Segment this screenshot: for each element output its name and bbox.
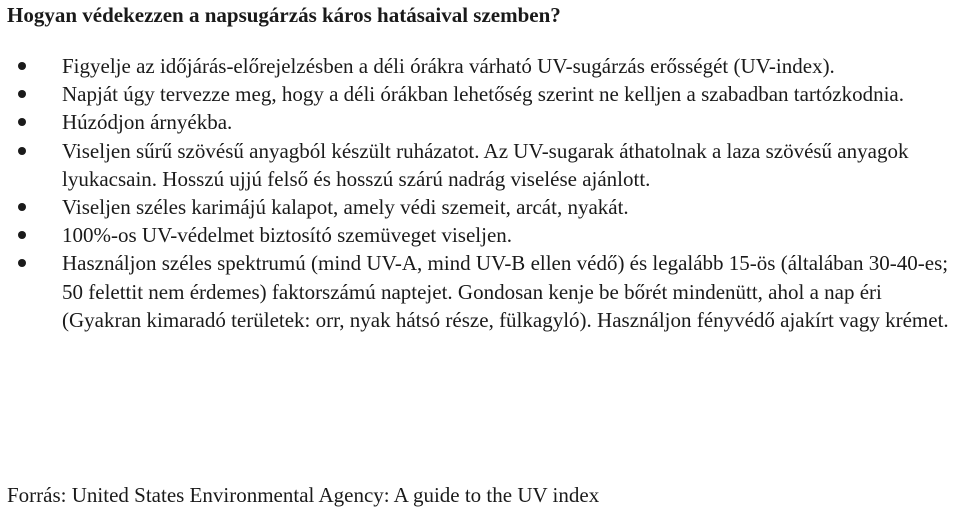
list-item-text: 100%-os UV-védelmet biztosító szemüveget viseljen. (62, 223, 513, 248)
document-heading: Hogyan védekezzen a napsugárzás káros hatásaival szemben? (7, 3, 561, 27)
bullet-icon (18, 118, 26, 126)
uv-protection-tips-list (0, 52, 960, 334)
bullet-icon (18, 62, 26, 70)
list-item (0, 221, 960, 249)
list-item (0, 80, 960, 108)
bullet-icon (18, 90, 26, 98)
list-item-text: Figyelje az időjárás-előrejelzésben a déli órákra várható UV-sugárzás erősségét (UV-index). (62, 54, 835, 78)
bullet-icon (18, 259, 26, 267)
bullet-icon (18, 231, 26, 239)
list-item-text: Viseljen széles karimájú kalapot, amely védi szemeit, arcát, nyakát. (62, 195, 629, 220)
list-item (0, 137, 960, 193)
list-item (0, 249, 960, 334)
list-item-text: Viseljen sűrű szövésű anyagból készült ruházatot. Az UV-sugarak áthatolnak a laza szövésű anyagok lyukacsain. Hosszú ujjú felső és hosszú szárú nadrág viselése ajánlott. (62, 138, 909, 191)
list-item-text: Húzódjon árnyékba. (62, 110, 233, 135)
list-item (0, 52, 960, 80)
list-item (0, 108, 960, 136)
bullet-icon (18, 203, 26, 211)
list-item (0, 193, 960, 221)
source-citation: Forrás: United States Environmental Agency: A guide to the UV index (7, 483, 600, 507)
list-item-text: Napját úgy tervezze meg, hogy a déli órákban lehetőség szerint ne kelljen a szabadban tartózkodnia. (62, 82, 904, 107)
bullet-icon (18, 147, 26, 155)
list-item-text: Használjon széles spektrumú (mind UV-A, mind UV-B ellen védő) és legalább 15-ös (általában 30-40-es; 50 felettit nem érdemes) faktorszámú naptejet. Gondosan kenje be bőrét mindenütt, ahol a nap éri (Gyakran kimaradó területek: orr, nyak hátsó része, fülkagyló). Használjon fényvédő ajakírt vagy krémet. (62, 251, 949, 332)
